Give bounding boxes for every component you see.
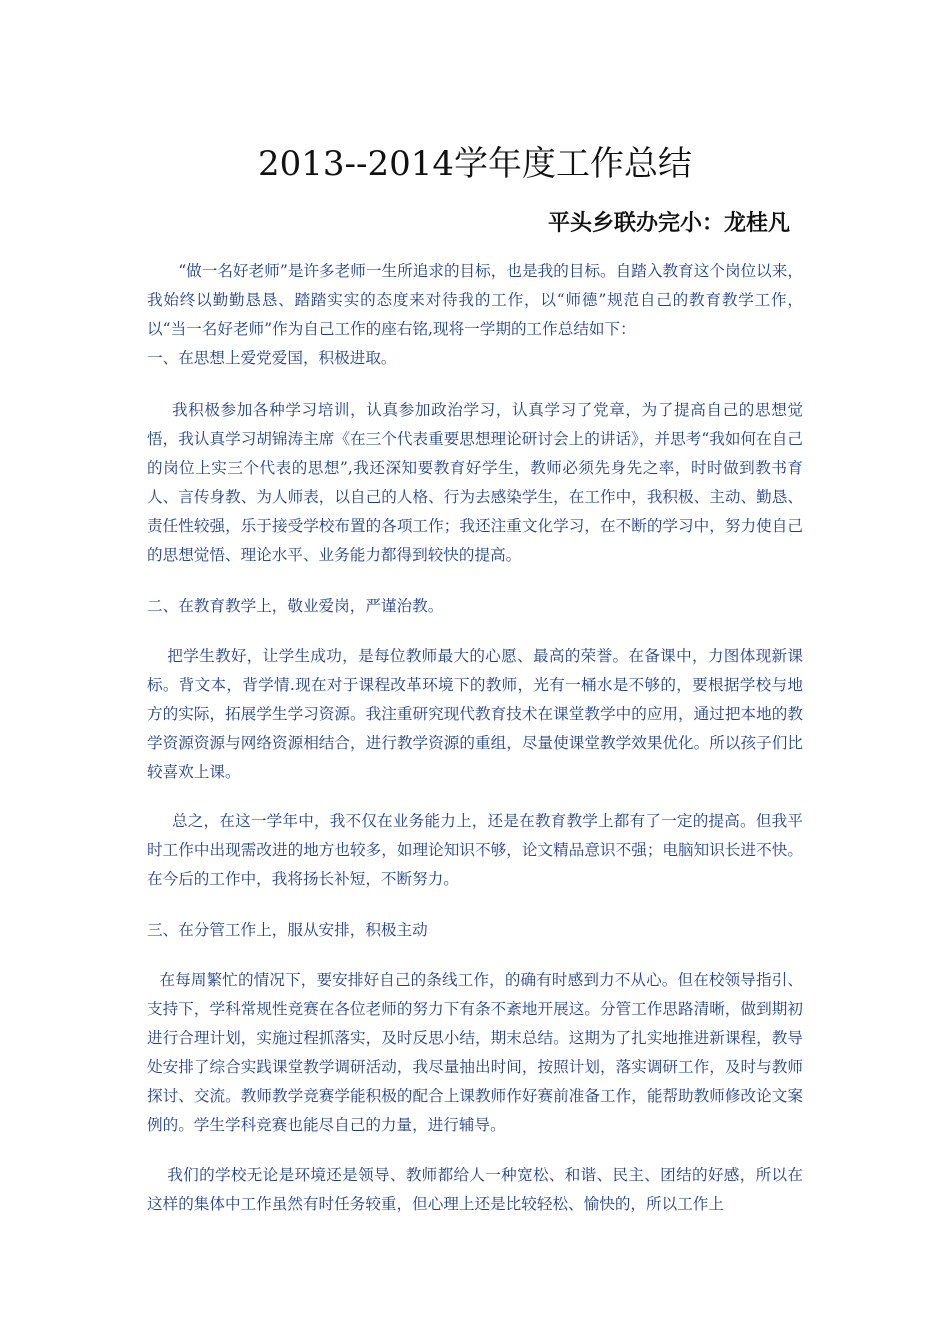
section3-paragraph-2: 我们的学校无论是环境还是领导、教师都给人一种宽松、和谐、民主、团结的好感，所以在这样的集体中工作虽然有时任务较重，但心理上还是比较轻松、愉快的，所以工作上 <box>147 1166 803 1213</box>
section3-block-2 <box>147 1161 803 1219</box>
section-heading-2: 二、在教育教学上，敬业爱岗，严谨治教。 <box>147 597 444 615</box>
section1-paragraph: 我积极参加各种学习培训，认真参加政治学习，认真学习了党章，为了提高自己的思想觉悟，我认真学习胡锦涛主席《在三个代表重要思想理论研讨会上的讲话》，并思考“我如何在自己的岗位上实三个代表的思想”,我还深知要教育好学生，教师必须先身先之率，时时做到教书育人、言传身教、为人师表，以自己的人格、行为去感染学生，在工作中，我积极、主动、勤恳、责任性较强，乐于接受学校布置的各项工作；我还注重文化学习，在不断的学习中，努力使自己的思想觉悟、理论水平、业务能力都得到较快的提高。 <box>147 401 803 564</box>
intro-block <box>147 257 803 373</box>
section3-block-1 <box>147 966 803 1140</box>
section2-block-2 <box>147 807 803 894</box>
section-heading-3: 三、在分管工作上，服从安排，积极主动 <box>147 921 428 939</box>
section1-block <box>147 396 803 570</box>
section2-paragraph-1: 把学生教好，让学生成功，是每位教师最大的心愿、最高的荣誉。在备课中，力图体现新课标。背文本，背学情.现在对于课程改革环境下的教师，光有一桶水是不够的，要根据学校与地方的实际，拓展学生学习资源。我注重研究现代教育技术在课堂教学中的应用，通过把本地的教学资源资源与网络资源相结合，进行教学资源的重组，尽量使课堂教学效果优化。所以孩子们比较喜欢上课。 <box>147 647 803 781</box>
section3-paragraph-1: 在每周繁忙的情况下，要安排好自己的条线工作，的确有时感到力不从心。但在校领导指引、支持下，学科常规性竞赛在各位老师的努力下有条不紊地开展这。分管工作思路清晰，做到期初进行合理计划，实施过程抓落实，及时反思小结，期末总结。这期为了扎实地推进新课程，教导处安排了综合实践课堂教学调研活动，我尽量抽出时间，按照计划，落实调研工作，及时与教师探讨、交流。教师教学竞赛学能积极的配合上课教师作好赛前准备工作，能帮助教师修改论文案例的。学生学科竞赛也能尽自己的力量，进行辅导。 <box>147 971 803 1134</box>
section2-block-1 <box>147 642 803 787</box>
section2-paragraph-2: 总之，在这一学年中，我不仅在业务能力上，还是在教育教学上都有了一定的提高。但我平时工作中出现需改进的地方也较多，如理论知识不够，论文精品意识不强；电脑知识长进不快。在今后的工作中，我将扬长补短，不断努力。 <box>147 812 803 888</box>
intro-paragraph: “做一名好老师”是许多老师一生所追求的目标，也是我的目标。自踏入教育这个岗位以来，我始终以勤勤恳恳、踏踏实实的态度来对待我的工作，以“师德”规范自己的教育教学工作，以“当一名好老师”作为自己工作的座右铭,现将一学期的工作总结如下： <box>147 262 803 338</box>
section-heading-1: 一、在思想上爱党爱国，积极进取。 <box>147 349 397 367</box>
section3-heading-block <box>147 916 803 945</box>
document-author: 平头乡联办完小：龙桂凡 <box>547 211 790 236</box>
document-title: 2013--2014学年度工作总结 <box>257 144 693 184</box>
section2-heading-block <box>147 592 803 621</box>
